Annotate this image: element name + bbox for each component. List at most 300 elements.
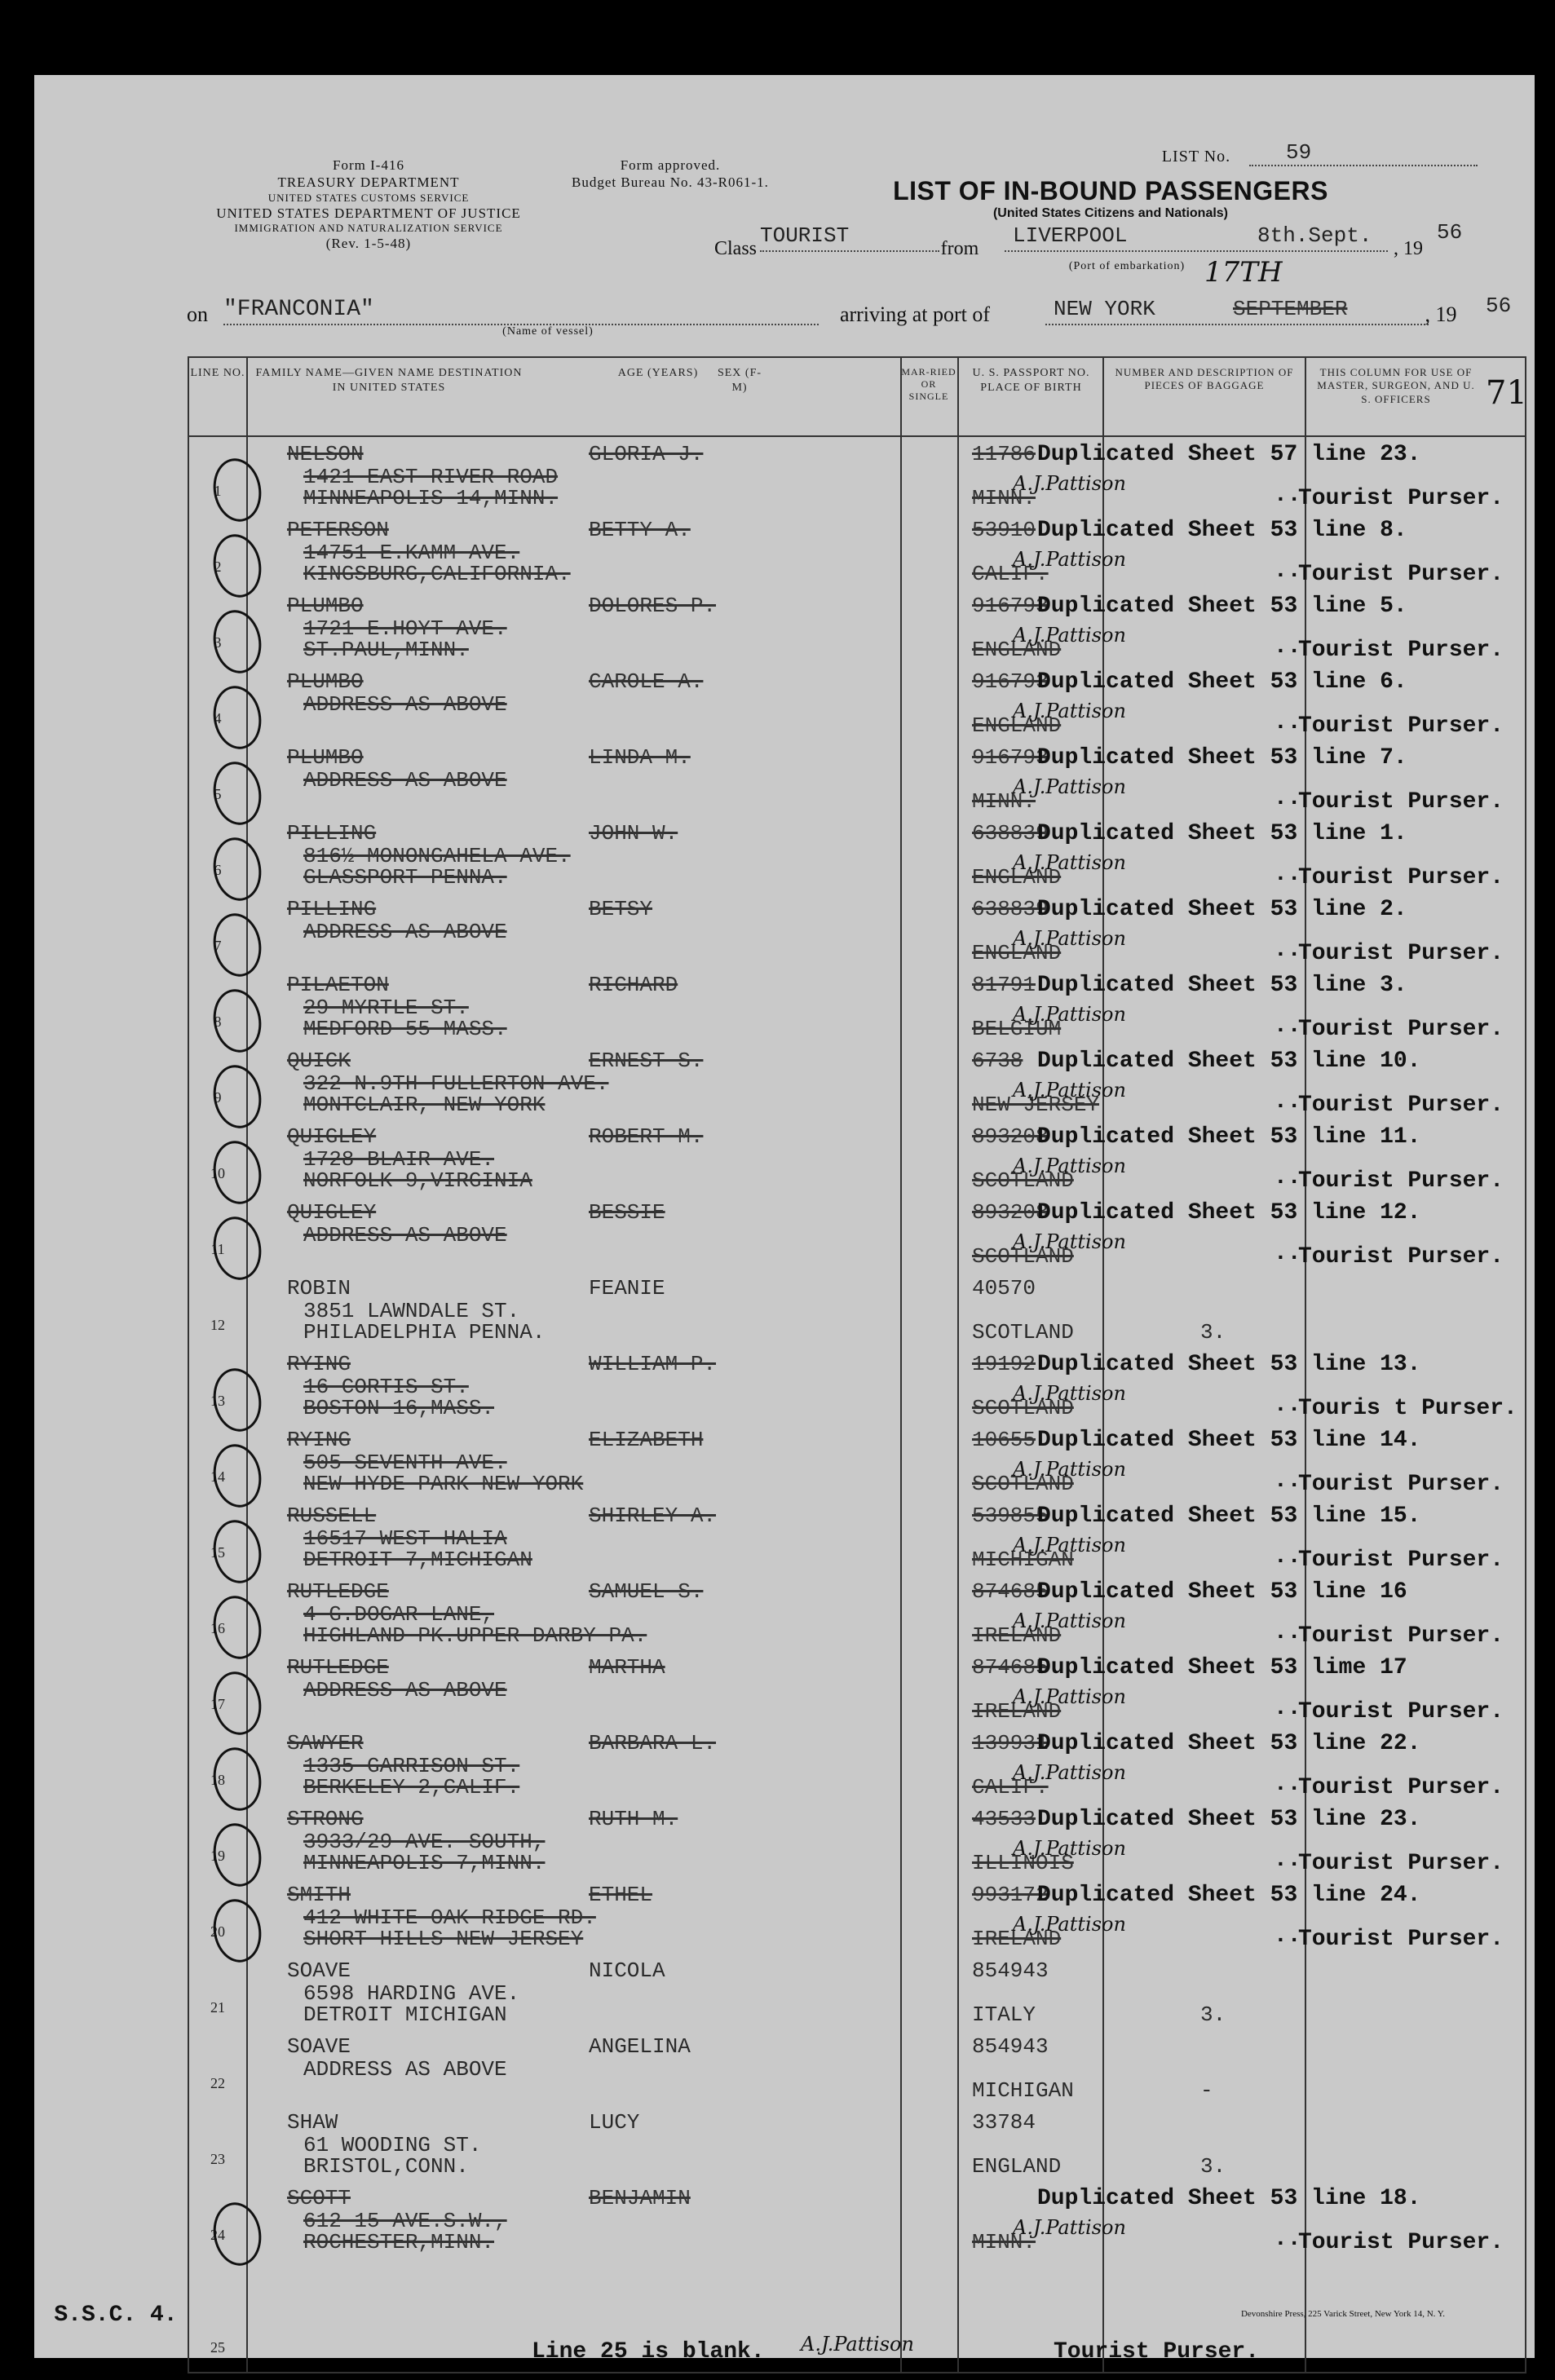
treasury-label: TREASURY DEPARTMENT: [277, 174, 460, 191]
duplicated-note: Duplicated Sheet 53 line 6.: [1037, 669, 1407, 695]
line-number: 23: [210, 2151, 225, 2167]
family-name: SCOTT: [287, 2186, 351, 2210]
place-of-birth: BELGIUM: [972, 1017, 1062, 1041]
purser-label: Tourist Purser.: [1298, 789, 1504, 815]
purser-signature: A.J.Pattison: [1013, 1079, 1126, 1102]
purser-label: Touris t Purser.: [1298, 1396, 1517, 1421]
address-line-1: ADDRESS AS ABOVE: [303, 768, 507, 793]
family-name: QUIGLEY: [287, 1200, 377, 1225]
col-sex: SEX (F-M): [717, 367, 762, 394]
leader-dots: ..: [1274, 1620, 1301, 1645]
leader-dots: ..: [1274, 710, 1301, 735]
address-line-1: ADDRESS AS ABOVE: [303, 920, 507, 944]
given-name: LINDA M.: [589, 745, 691, 770]
place-of-birth: SCOTLAND: [972, 1168, 1074, 1193]
address-line-2: NORFOLK 9,VIRGINIA: [303, 1168, 532, 1193]
purser-signature: A.J.Pattison: [1013, 624, 1126, 647]
line-number: 17: [210, 1696, 225, 1712]
leader-dots: ..: [1274, 1393, 1301, 1418]
passenger-row: [189, 511, 1525, 587]
passenger-row: [189, 966, 1525, 1042]
purser-label: Tourist Purser.: [1298, 1851, 1504, 1876]
col-officers: THIS COLUMN FOR USE OF MASTER, SURGEON, AND U. S. OFFICERS: [1317, 366, 1475, 405]
address-line-2: BOSTON 16,MASS.: [303, 1396, 495, 1420]
purser-signature: A.J.Pattison: [1013, 1458, 1126, 1481]
passport-number: 53910: [972, 518, 1036, 542]
address-line-2: SHORT HILLS NEW JERSEY: [303, 1927, 584, 1951]
line-number: 25: [210, 2339, 225, 2356]
address-line-2: MINNEAPOLIS 7,MINN.: [303, 1851, 546, 1875]
passenger-row: [189, 1876, 1525, 1952]
address-line-2: MONTCLAIR, NEW YORK: [303, 1093, 546, 1117]
leader-dots: ..: [1274, 1772, 1301, 1797]
leader-dots: ..: [1274, 1696, 1301, 1721]
purser-label: Tourist Purser.: [1298, 1927, 1504, 1952]
family-name: PLUMBO: [287, 669, 364, 694]
col-age: AGE (YEARS): [617, 367, 699, 379]
place-of-birth: SCOTLAND: [972, 1244, 1074, 1269]
passenger-row: [189, 587, 1525, 663]
immigration-label: IMMIGRATION AND NATURALIZATION SERVICE: [234, 222, 503, 234]
purser-signature: A.J.Pattison: [1013, 1837, 1126, 1860]
place-of-birth: MINN.: [972, 789, 1036, 814]
place-of-birth: ILLINOIS: [972, 1851, 1074, 1875]
place-of-birth: ENGLAND: [972, 2154, 1062, 2179]
line-number: 4: [214, 710, 222, 726]
place-of-birth: SCOTLAND: [972, 1396, 1074, 1420]
line-number: 11: [210, 1241, 225, 1257]
passport-number: 874685: [972, 1579, 1049, 1604]
passport-number: 19192: [972, 1352, 1036, 1376]
address-line-1: ADDRESS AS ABOVE: [303, 1678, 507, 1702]
passport-number: 33784: [972, 2110, 1036, 2135]
address-line-1: 16 CORTIS ST.: [303, 1375, 469, 1399]
address-line-1: ADDRESS AS ABOVE: [303, 692, 507, 717]
address-line-2: MINNEAPOLIS 14,MINN.: [303, 486, 559, 510]
purser-signature: A.J.Pattison: [1013, 1155, 1126, 1177]
given-name: BESSIE: [589, 1200, 665, 1225]
family-name: SHAW: [287, 2110, 338, 2135]
blank-line-note: Line 25 is blank.: [532, 2339, 765, 2365]
address-line-2: GLASSPORT PENNA.: [303, 865, 507, 890]
line-number: 6: [214, 862, 222, 878]
line-number: 8: [214, 1013, 222, 1030]
handwritten-arrival-day: 17TH: [1204, 256, 1283, 289]
leader-dots: ..: [1274, 1468, 1301, 1494]
purser-label: Tourist Purser.: [1298, 638, 1504, 663]
vessel-name: "FRANCONIA": [223, 297, 374, 322]
passport-number: 139931: [972, 1731, 1049, 1755]
place-of-birth: MINN.: [972, 486, 1036, 510]
baggage-count: 3.: [1200, 1320, 1226, 1345]
arriving-label: arriving at port of: [839, 302, 991, 326]
given-name: BETTY A.: [589, 518, 691, 542]
duplicated-note: Duplicated Sheet 53 line 14.: [1037, 1428, 1421, 1453]
passport-number: 638839: [972, 821, 1049, 846]
address-line-1: 322 N.9TH FULLERTON AVE.: [303, 1071, 609, 1096]
family-name: PLUMBO: [287, 745, 364, 770]
line-number: 14: [210, 1468, 225, 1485]
purser-label: Tourist Purser.: [1298, 1775, 1504, 1800]
justice-label: UNITED STATES DEPARTMENT OF JUSTICE: [216, 205, 521, 221]
line-number: 19: [210, 1848, 225, 1864]
family-name: PILLING: [287, 897, 377, 921]
family-name: SOAVE: [287, 1958, 351, 1983]
duplicated-note: Duplicated Sheet 53 line 12.: [1037, 1200, 1421, 1225]
footer-code: S.S.C. 4.: [54, 2303, 178, 2328]
family-name: PILLING: [287, 821, 377, 846]
purser-label: Tourist Purser.: [1298, 1168, 1504, 1194]
address-line-1: 29 MYRTLE ST.: [303, 996, 469, 1020]
family-name: QUICK: [287, 1049, 351, 1073]
purser-label: Tourist Purser.: [1298, 1548, 1504, 1573]
address-line-2: DETROIT MICHIGAN: [303, 2002, 507, 2027]
given-name: BARBARA L.: [589, 1731, 717, 1755]
family-name: SMITH: [287, 1883, 351, 1907]
place-of-birth: MICHIGAN: [972, 2078, 1074, 2103]
passenger-row: [189, 435, 1525, 511]
address-line-1: 1721 E.HOYT AVE.: [303, 616, 507, 641]
given-name: ERNEST S.: [589, 1049, 704, 1073]
passport-number: 43533: [972, 1807, 1036, 1831]
address-line-2: BERKELEY 2,CALIF.: [303, 1775, 520, 1799]
purser-signature: A.J.Pattison: [1013, 1913, 1126, 1936]
family-name: SAWYER: [287, 1731, 364, 1755]
purser-signature: A.J.Pattison: [1013, 548, 1126, 571]
purser-signature: A.J.Pattison: [1013, 1761, 1126, 1784]
given-name: LUCY: [589, 2110, 640, 2135]
leader-dots: ..: [1274, 634, 1301, 660]
duplicated-note: Duplicated Sheet 53 line 22.: [1037, 1731, 1421, 1756]
purser-signature: A.J.Pattison: [1013, 1003, 1126, 1026]
purser-label: Tourist Purser.: [1298, 1093, 1504, 1118]
form-subtitle: (United States Citizens and Nationals): [992, 206, 1229, 220]
family-name: PILAETON: [287, 973, 389, 997]
purser-signature: A.J.Pattison: [1013, 1685, 1126, 1708]
given-name: FEANIE: [589, 1276, 665, 1300]
duplicated-note: Duplicated Sheet 53 line 10.: [1037, 1049, 1421, 1074]
passenger-row: [189, 1194, 1525, 1269]
purser-label: Tourist Purser.: [1298, 1472, 1504, 1497]
leader-dots: ..: [1274, 1241, 1301, 1266]
duplicated-note: Duplicated Sheet 53 line 24.: [1037, 1883, 1421, 1908]
passenger-table: [188, 356, 1526, 2373]
arrival-port: NEW YORK: [1054, 297, 1155, 321]
given-name: ETHEL: [589, 1883, 653, 1907]
passport-number: 916793: [972, 594, 1049, 618]
place-of-birth: MINN.: [972, 2230, 1036, 2254]
vessel-label: (Name of vessel): [502, 325, 594, 338]
purser-signature: A.J.Pattison: [1013, 1609, 1126, 1632]
passenger-row: [189, 1573, 1525, 1649]
address-line-2: ROCHESTER,MINN.: [303, 2230, 495, 2254]
printer-credit: Devonshire Press, 225 Varick Street, New York 14, N. Y.: [1240, 2309, 1446, 2319]
year-prefix: , 19: [1394, 238, 1423, 259]
address-line-1: 505 SEVENTH AVE.: [303, 1451, 507, 1475]
line-number: 5: [214, 786, 222, 802]
passenger-row: [189, 2104, 1525, 2179]
duplicated-note: Duplicated Sheet 53 line 5.: [1037, 594, 1407, 619]
address-line-2: BRISTOL,CONN.: [303, 2154, 469, 2179]
passport-number: 638839: [972, 897, 1049, 921]
leader-dots: ..: [1274, 1848, 1301, 1873]
class-value: TOURIST: [760, 223, 850, 248]
place-of-birth: IRELAND: [972, 1623, 1062, 1648]
address-line-1: 61 WOODING ST.: [303, 2133, 482, 2157]
passenger-row: [189, 890, 1525, 966]
passenger-row: [189, 2028, 1525, 2104]
list-number: 59: [1286, 140, 1312, 165]
purser-label: Tourist Purser.: [1298, 865, 1504, 890]
line-number: 12: [210, 1317, 225, 1333]
address-line-1: 3933/29 AVE. SOUTH,: [303, 1830, 546, 1854]
place-of-birth: IRELAND: [972, 1699, 1062, 1724]
family-name: STRONG: [287, 1807, 364, 1831]
purser-signature: A.J.Pattison: [1013, 775, 1126, 798]
passport-number: 11786: [972, 442, 1036, 466]
form-title: LIST OF IN-BOUND PASSENGERS: [893, 176, 1328, 205]
purser-label: Tourist Purser.: [1298, 1623, 1504, 1649]
address-line-1: 612 15 AVE.S.W.,: [303, 2209, 507, 2233]
address-line-2: NEW HYDE PARK NEW YORK: [303, 1472, 584, 1496]
form-approval: [540, 157, 801, 192]
passport-number: 6738: [972, 1049, 1023, 1073]
purser-signature: A.J.Pattison: [1013, 700, 1126, 722]
list-label: LIST No.: [1161, 148, 1231, 166]
duplicated-note: Duplicated Sheet 53 line 3.: [1037, 973, 1407, 998]
given-name: RICHARD: [589, 973, 678, 997]
line-number: 16: [210, 1620, 225, 1636]
given-name: RUTH M.: [589, 1807, 678, 1831]
passport-number: 893208: [972, 1200, 1049, 1225]
place-of-birth: ENGLAND: [972, 941, 1062, 965]
purser-signature: A.J.Pattison: [1013, 1230, 1126, 1253]
col-baggage: NUMBER AND DESCRIPTION OF PIECES OF BAGGAGE: [1115, 366, 1294, 392]
duplicated-note: Duplicated Sheet 53 line 11.: [1037, 1124, 1421, 1150]
duplicated-note: Duplicated Sheet 57 line 23.: [1037, 442, 1421, 467]
arrival-underline: [1045, 324, 1429, 325]
purser-label: Tourist Purser.: [1298, 1699, 1504, 1724]
passport-number: 10655: [972, 1428, 1036, 1452]
address-line-1: 412 WHITE OAK RIDGE RD.: [303, 1905, 596, 1930]
passport-number: 993172: [972, 1883, 1049, 1907]
given-name: DOLORES P.: [589, 594, 717, 618]
passport-number: 854943: [972, 2034, 1049, 2059]
passport-number: 539855: [972, 1504, 1049, 1528]
departure-date: 8th.Sept.: [1257, 223, 1372, 248]
passport-number: 874685: [972, 1655, 1049, 1680]
passport-number: 893208: [972, 1124, 1049, 1149]
approved-label: Form approved.: [620, 157, 721, 173]
duplicated-note: Duplicated Sheet 53 line 16: [1037, 1579, 1407, 1605]
address-line-2: PHILADELPHIA PENNA.: [303, 1320, 546, 1345]
passenger-row: [189, 1649, 1525, 1724]
purser-signature: A.J.Pattison: [1013, 1382, 1126, 1405]
given-name: CAROLE A.: [589, 669, 704, 694]
given-name: BETSY: [589, 897, 653, 921]
address-line-2: HIGHLAND PK.UPPER DARBY PA.: [303, 1623, 647, 1648]
leader-dots: ..: [1274, 786, 1301, 811]
duplicated-note: Duplicated Sheet 53 line 13.: [1037, 1352, 1421, 1377]
address-line-1: 3851 LAWNDALE ST.: [303, 1299, 520, 1323]
passenger-row: [189, 815, 1525, 890]
address-line-1: ADDRESS AS ABOVE: [303, 2057, 507, 2082]
given-name: MARTHA: [589, 1655, 665, 1680]
baggage-count: -: [1200, 2078, 1213, 2103]
place-of-birth: ENGLAND: [972, 865, 1062, 890]
line-number: 3: [214, 634, 222, 651]
place-of-birth: ENGLAND: [972, 638, 1062, 662]
passenger-row: [189, 663, 1525, 739]
family-name: QUIGLEY: [287, 1124, 377, 1149]
duplicated-note: Duplicated Sheet 53 line 18.: [1037, 2186, 1421, 2211]
line-number: 20: [210, 1923, 225, 1940]
line-number: 18: [210, 1772, 225, 1788]
leader-dots: ..: [1274, 1089, 1301, 1115]
family-name: RUTLEDGE: [287, 1579, 389, 1604]
passport-number: 40570: [972, 1276, 1036, 1300]
purser-signature: A.J.Pattison: [1013, 2216, 1126, 2239]
place-of-birth: CALIF.: [972, 1775, 1049, 1799]
address-line-1: 6598 HARDING AVE.: [303, 1981, 520, 2006]
passport-number: 916793: [972, 745, 1049, 770]
family-name: PETERSON: [287, 518, 389, 542]
address-line-1: 1728 BLAIR AVE.: [303, 1147, 495, 1172]
place-of-birth: ITALY: [972, 2002, 1036, 2027]
baggage-count: 3.: [1200, 2154, 1226, 2179]
from-label: from: [940, 238, 979, 259]
leader-dots: ..: [1274, 1544, 1301, 1570]
purser-label: Tourist Purser.: [1054, 2339, 1260, 2365]
leader-dots: ..: [1274, 862, 1301, 887]
given-name: GLORIA J.: [589, 442, 704, 466]
purser-label: Tourist Purser.: [1298, 1017, 1504, 1042]
budget-label: Budget Bureau No. 43-R061-1.: [572, 174, 769, 191]
line-number: 9: [214, 1089, 222, 1106]
address-line-1: 14751 E.KAMM AVE.: [303, 541, 520, 565]
family-name: RUTLEDGE: [287, 1655, 389, 1680]
passenger-row: [189, 1497, 1525, 1573]
address-line-1: 4 G.DOGAR LANE,: [303, 1602, 495, 1627]
list-underline: [1249, 165, 1478, 166]
from-underline: [1005, 250, 1388, 252]
place-of-birth: ENGLAND: [972, 713, 1062, 738]
given-name: ANGELINA: [589, 2034, 691, 2059]
on-label: on: [187, 302, 208, 326]
passenger-row: [189, 1952, 1525, 2028]
line-number: 22: [210, 2075, 225, 2091]
place-of-birth: SCOTLAND: [972, 1320, 1074, 1345]
purser-signature: A.J.Pattison: [1013, 927, 1126, 950]
port-embarkation-label: (Port of embarkation): [1068, 260, 1186, 272]
leader-dots: ..: [1274, 1013, 1301, 1039]
line-number: 13: [210, 1393, 225, 1409]
given-name: WILLIAM P.: [589, 1352, 717, 1376]
given-name: BENJAMIN: [589, 2186, 691, 2210]
passenger-row: [189, 739, 1525, 815]
line-number: 24: [210, 2227, 225, 2243]
family-name: NELSON: [287, 442, 364, 466]
place-of-birth: MICHIGAN: [972, 1548, 1074, 1572]
line-number: 1: [214, 483, 222, 499]
purser-label: Tourist Purser.: [1298, 486, 1504, 511]
duplicated-note: Duplicated Sheet 53 line 7.: [1037, 745, 1407, 771]
duplicated-note: Duplicated Sheet 53 line 15.: [1037, 1504, 1421, 1529]
leader-dots: ..: [1274, 1165, 1301, 1190]
address-line-1: 16517 WEST HALIA: [303, 1526, 507, 1551]
leader-dots: ..: [1274, 938, 1301, 963]
class-underline: [760, 250, 939, 252]
duplicated-note: Duplicated Sheet 53 line 2.: [1037, 897, 1407, 922]
passport-number: 81791: [972, 973, 1036, 997]
customs-label: UNITED STATES CUSTOMS SERVICE: [267, 191, 470, 204]
given-name: SAMUEL S.: [589, 1579, 704, 1604]
duplicated-note: Duplicated Sheet 53 line 23.: [1037, 1807, 1421, 1832]
duplicated-note: Duplicated Sheet 53 line 8.: [1037, 518, 1407, 543]
address-line-1: 1335 GARRISON ST.: [303, 1754, 520, 1778]
passport-number: 854943: [972, 1958, 1049, 1983]
leader-dots: ..: [1274, 559, 1301, 584]
line-number: 10: [210, 1165, 225, 1181]
given-name: SHIRLEY A.: [589, 1504, 717, 1528]
address-line-2: ST.PAUL,MINN.: [303, 638, 469, 662]
duplicated-note: Duplicated Sheet 53 lime 17: [1037, 1655, 1407, 1680]
passenger-row: [189, 1118, 1525, 1194]
arrival-month: SEPTEMBER: [1233, 297, 1348, 321]
purser-label: Tourist Purser.: [1298, 2230, 1504, 2255]
family-name: RYING: [287, 1428, 351, 1452]
family-name: RYING: [287, 1352, 351, 1376]
family-name: RUSSELL: [287, 1504, 377, 1528]
passenger-row: [189, 2179, 1525, 2255]
col-line-no: LINE NO.: [190, 367, 245, 379]
departure-year: 56: [1437, 220, 1463, 245]
arrival-year: 56: [1486, 294, 1512, 318]
purser-label: Tourist Purser.: [1298, 1244, 1504, 1269]
given-name: ROBERT M.: [589, 1124, 704, 1149]
passport-number: 916793: [972, 669, 1049, 694]
form-header-left: [181, 157, 556, 253]
address-line-2: KINGSBURG,CALIFORNIA.: [303, 562, 571, 586]
line-number: 21: [210, 1999, 225, 2016]
leader-dots: ..: [1274, 483, 1301, 508]
revision-label: (Rev. 1-5-48): [325, 236, 412, 252]
address-line-1: ADDRESS AS ABOVE: [303, 1223, 507, 1247]
passenger-row: [189, 1421, 1525, 1497]
purser-label: Tourist Purser.: [1298, 713, 1504, 739]
passenger-row: [189, 1345, 1525, 1421]
form-number: Form I-416: [333, 157, 404, 173]
baggage-count: 3.: [1200, 2002, 1226, 2027]
duplicated-note: Duplicated Sheet 53 line 1.: [1037, 821, 1407, 846]
place-of-birth: IRELAND: [972, 1927, 1062, 1951]
handwritten-count: 71: [1486, 374, 1527, 412]
purser-signature: A.J.Pattison: [1013, 851, 1126, 874]
col-name: FAMILY NAME—GIVEN NAME DESTINATION IN UNITED STATES: [255, 367, 523, 394]
place-of-birth: NEW JERSEY: [972, 1093, 1100, 1117]
class-label: Class: [713, 238, 757, 259]
manifest-sheet: Form I-416 TREASURY DEPARTMENT UNITED STATES CUSTOMS SERVICE UNITED STATES DEPARTMENT OF JUSTICE IMMIGRATION AND NATURALIZATION SERVICE (Rev. 1-5-48) Form approved. Budget Bureau No. 43-R061-1. LIST No. 59 LIST OF IN-BOUND PASSENGERS (United States Citizens and Nationals) Class TOURIST from LIVERPOOL 8th.Sept. , 19 56 (Port of embarkation) 17TH on "FRANCONIA" (Name of vessel) arriving at port of NEW YORK SEPTEMBER , 19 56 LINE NO. FAMILY NAME—GIVEN NAME DESTINATION IN UNITED STATES AGE (YEARS) SEX (F-M) MAR-RIED OR SINGLE U. S. PASSPORT NO. PLACE OF BIRTH NUMBER AND DESCRIPTION OF PIECES OF BAGGAGE THIS COLUMN FOR USE OF MASTER, SURGEON, AND U. S. OFFICERS 71 1 NELSON GLORIA J. 1421 EAST RIVER ROAD MINNEAPOLIS 14,MINN. 11786 MINN. Duplicated Sheet 57 line 23. A.J.Pattison .. Tourist Purser. 2 PETERSON BETTY A. 14751 E.KAMM AVE. KINGSBURG,CALIFORNIA. 53910 CALIF. Duplicated Sheet 53 line 8. A.J.Pattison .. Tourist Purser. 3 PLUMBO DOLORES P. 1721 E.HOYT AVE. ST.PAUL,MINN. 916793 ENGLAND Duplicated Sheet 53 line 5. A.J.Pattison .. Tourist Purser. 4 PLUMBO CAROLE A. ADDRESS AS ABOVE 916793 ENGLAND Duplicated Sheet 53 line 6. A.J.Pattison .. Tourist Purser. 5 PLUMBO LINDA M. ADDRESS AS ABOVE 916793 MINN. Duplicated Sheet 53 line 7. A.J.Pattison .. Tourist Purser. 6 PILLING JOHN W. 816½ MONONGAHELA AVE. GLASSPORT PENNA. 638839 ENGLAND Duplicated Sheet 53 line 1. A.J.Pattison .. Tourist Purser. 7 PILLING BETSY ADDRESS AS ABOVE 638839 ENGLAND Duplicated Sheet 53 line 2. A.J.Pattison .. Tourist Purser. 8 PILAETON RICHARD 29 MYRTLE ST. MEDFORD 55 MASS. 81791 BELGIUM Duplicated Sheet 53 line 3. A.J.Pattison .. Tourist Purser. 9 QUICK ERNEST S. 322 N.9TH FULLERTON AVE. MONTCLAIR, NEW YORK 6738 NEW JERSEY Duplicated Sheet 53 line 10. A.J.Pattison .. Tourist Purser. 10 QUIGLEY ROBERT M. 1728 BLAIR AVE. NORFOLK 9,VIRGINIA 893208 SCOTLAND Duplicated Sheet 53 line 11. A.J.Pattison .. Tourist Purser. 11 QUIGLEY BESSIE ADDRESS AS ABOVE 893208 SCOTLAND Duplicated Sheet 53 line 12. A.J.Pattison .. Tourist Purser. 12 ROBIN FEANIE 3851 LAWNDALE ST. PHILADELPHIA PENNA. 40570 SCOTLAND 3. 13 RYING WILLIAM P. 16 CORTIS ST. BOSTON 16,MASS. 19192 SCOTLAND Duplicated Sheet 53 line 13. A.J.Pattison .. Touris t Purser. 14 RYING ELIZABETH 505 SEVENTH AVE. NEW HYDE PARK NEW YORK 10655 SCOTLAND Duplicated Sheet 53 line 14. A.J.Pattison .. Tourist Purser. 15 RUSSELL SHIRLEY A. 16517 WEST HALIA DETROIT 7,MICHIGAN 539855 MICHIGAN Duplicated Sheet 53 line 15. A.J.Pattison .. Tourist Purser. 16 RUTLEDGE SAMUEL S. 4 G.DOGAR LANE, HIGHLAND PK.UPPER DARBY PA. 874685 IRELAND Duplicated Sheet 53 line 16 A.J.Pattison .. Tourist Purser. 17 RUTLEDGE MARTHA ADDRESS AS ABOVE 874685 IRELAND Duplicated Sheet 53 lime 17 A.J.Pattison .. Tourist Purser. 18 SAWYER BARBARA L. 1335 GARRISON ST. BERKELEY 2,CALIF. 139931 CALIF. Duplicated Sheet 53 line 22. A.J.Pattison .. Tourist Purser. 19 STRONG RUTH M. 3933/29 AVE. SOUTH, MINNEAPOLIS 7,MINN. 43533 ILLINOIS Duplicated Sheet 53 line 23. A.J.Pattison .. Tourist Purser. 20 SMITH ETHEL 412 WHITE OAK RIDGE RD. SHORT HILLS NEW JERSEY 993172 IRELAND Duplicated Sheet 53 line 24. A.J.Pattison .. Tourist Purser. 21 SOAVE NICOLA 6598 HARDING AVE. DETROIT MICHIGAN 854943 ITALY 3. 22 SOAVE ANGELINA ADDRESS AS ABOVE 854943 MICHIGAN - 23 SHAW LUCY 61 WOODING ST. BRISTOL,CONN. 33784 ENGLAND 3. 24 SCOTT BENJAMIN 612 15 AVE.S.W., ROCHESTER,MINN. MINN. Duplicated Sheet 53 line 18. A.J.Pattison .. Tourist Purser. 25 Line 25 is blank. A.J.Pattison Tourist Purser. S.S.C. 4. Devonshire Press, 225 Varick Street, New York 14, N. Y.: [34, 75, 1535, 2358]
leader-dots: ..: [1274, 1923, 1301, 1949]
purser-label: Tourist Purser.: [1298, 562, 1504, 587]
col-passport: U. S. PASSPORT NO. PLACE OF BIRTH: [972, 367, 1090, 394]
purser-signature: A.J.Pattison: [1013, 1534, 1126, 1556]
from-value: LIVERPOOL: [1013, 223, 1128, 248]
place-of-birth: CALIF.: [972, 562, 1049, 586]
passenger-row: [189, 1269, 1525, 1345]
col-married: MAR-RIED OR SINGLE: [901, 366, 956, 402]
address-line-1: 1421 EAST RIVER ROAD: [303, 465, 559, 489]
